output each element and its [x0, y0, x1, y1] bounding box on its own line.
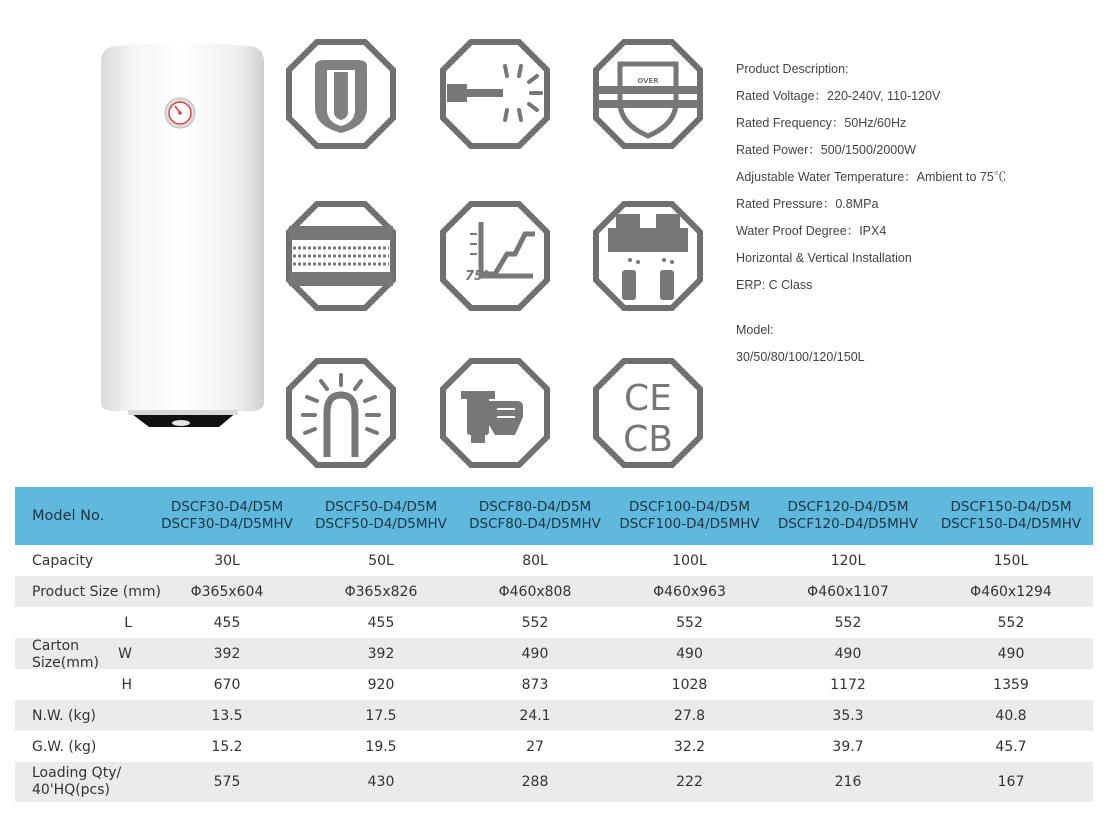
table-cell: 120L: [830, 552, 866, 569]
adjustable-water-temperature: Adjustable Water Temperature：Ambient to 75℃: [736, 170, 1007, 184]
table-cell: Φ460x1107: [767, 576, 929, 607]
table-cell: 575: [150, 762, 304, 802]
specification-table: [15, 487, 1093, 802]
carton-w-row: [15, 638, 1093, 669]
water-proof-degree: Water Proof Degree：IPX4: [736, 224, 887, 238]
table-cell: 552: [521, 614, 549, 631]
table-cell: 50L: [368, 552, 394, 569]
table-cell: 19.5: [365, 738, 397, 755]
model-header: DSCF80-D4/D5M DSCF80-D4/D5MHV: [458, 487, 612, 545]
table-cell: 392: [150, 638, 304, 669]
row-label: L: [124, 614, 132, 631]
rated-power: Rated Power：500/1500/2000W: [736, 143, 916, 157]
model-label: Model:: [736, 323, 774, 337]
table-cell: 552: [997, 614, 1025, 631]
ce-cb-certification-icon: [590, 355, 706, 471]
table-cell: 100L: [672, 552, 707, 569]
table-cell: 490: [612, 638, 767, 669]
table-cell: 490: [458, 638, 612, 669]
gross-weight-row: [15, 731, 1093, 762]
carton-l-row: [15, 607, 1093, 638]
carton-size-label: Carton Size(mm): [32, 638, 99, 671]
temperature-control-icon: [437, 198, 553, 314]
product-size-row: [15, 576, 1093, 607]
cb-mark: CB: [623, 419, 673, 460]
table-cell: 150L: [993, 552, 1029, 569]
model-header: DSCF120-D4/D5M DSCF120-D4/D5MHV: [767, 487, 929, 545]
table-cell: 27: [526, 738, 544, 755]
table-cell: 288: [458, 762, 612, 802]
magnesium-anode-icon: [283, 355, 399, 471]
table-cell: 1028: [671, 676, 708, 693]
table-cell: 216: [767, 762, 929, 802]
temperature-label: 75°: [465, 269, 490, 284]
rated-pressure: Rated Pressure：0.8MPa: [736, 197, 879, 211]
capacity-row: [15, 545, 1093, 576]
model-header: DSCF100-D4/D5M DSCF100-D4/D5MHV: [612, 487, 767, 545]
table-cell: 13.5: [150, 700, 304, 731]
rated-frequency: Rated Frequency：50Hz/60Hz: [736, 116, 907, 130]
model-no-header: Model No.: [15, 487, 150, 545]
model-header: DSCF50-D4/D5M DSCF50-D4/D5MHV: [304, 487, 458, 545]
table-cell: 490: [929, 638, 1093, 669]
description-title: Product Description:: [736, 62, 849, 76]
table-cell: Φ460x808: [458, 576, 612, 607]
loading-qty-row: [15, 762, 1093, 802]
table-cell: 30L: [214, 552, 240, 569]
row-label: G.W. (kg): [32, 738, 97, 755]
table-cell: 430: [304, 762, 458, 802]
row-label: Capacity: [32, 552, 94, 569]
rated-voltage: Rated Voltage：220-240V, 110-120V: [736, 89, 941, 103]
heating-element-icon: [437, 36, 553, 152]
table-cell: 490: [767, 638, 929, 669]
ce-mark: CE: [624, 378, 672, 419]
table-cell: 45.7: [995, 738, 1027, 755]
table-cell: 27.8: [612, 700, 767, 731]
carton-h-row: [15, 669, 1093, 700]
model-value: 30/50/80/100/120/150L: [736, 350, 865, 364]
over-label: OVER: [637, 77, 659, 85]
table-cell: 455: [367, 614, 395, 631]
table-cell: Φ365x826: [304, 576, 458, 607]
row-label: Loading Qty/ 40'HQ(pcs): [15, 762, 150, 802]
table-cell: Φ460x1294: [929, 576, 1093, 607]
net-weight-row: [15, 700, 1093, 731]
table-cell: 392: [304, 638, 458, 669]
table-cell: Φ460x963: [612, 576, 767, 607]
inner-tank-icon: [283, 36, 399, 152]
table-cell: 873: [521, 676, 549, 693]
thermometer-gauge: [165, 98, 195, 128]
table-cell: 167: [929, 762, 1093, 802]
table-cell: 552: [834, 614, 862, 631]
table-cell: 35.3: [767, 700, 929, 731]
table-cell: 15.2: [211, 738, 243, 755]
table-cell: 39.7: [832, 738, 864, 755]
row-label: W: [15, 638, 150, 669]
table-cell: Φ365x604: [150, 576, 304, 607]
table-cell: 80L: [522, 552, 548, 569]
product-description: [736, 58, 1006, 373]
insulation-icon: [283, 198, 399, 314]
model-header: DSCF150-D4/D5M DSCF150-D4/D5MHV: [929, 487, 1093, 545]
valve-fitting-icon: [437, 355, 553, 471]
water-heater-image: [0, 0, 280, 440]
row-label: H: [121, 676, 132, 693]
table-cell: 552: [676, 614, 703, 631]
installation: Horizontal & Vertical Installation: [736, 251, 912, 265]
table-cell: 24.1: [458, 700, 612, 731]
table-cell: 670: [213, 676, 241, 693]
table-cell: 1359: [993, 676, 1029, 693]
table-cell: 40.8: [929, 700, 1093, 731]
safety-valve-icon: [590, 198, 706, 314]
overheat-protection-icon: [590, 36, 706, 152]
table-cell: 1172: [830, 676, 866, 693]
table-cell: 222: [612, 762, 767, 802]
erp-class: ERP: C Class: [736, 278, 813, 292]
table-header-row: [15, 487, 1093, 545]
row-label: Product Size (mm): [15, 576, 150, 607]
table-cell: 32.2: [673, 738, 706, 755]
table-cell: 455: [213, 614, 241, 631]
table-cell: 920: [367, 676, 395, 693]
table-cell: 17.5: [304, 700, 458, 731]
model-header: DSCF30-D4/D5M DSCF30-D4/D5MHV: [150, 487, 304, 545]
row-label: N.W. (kg): [15, 700, 150, 731]
